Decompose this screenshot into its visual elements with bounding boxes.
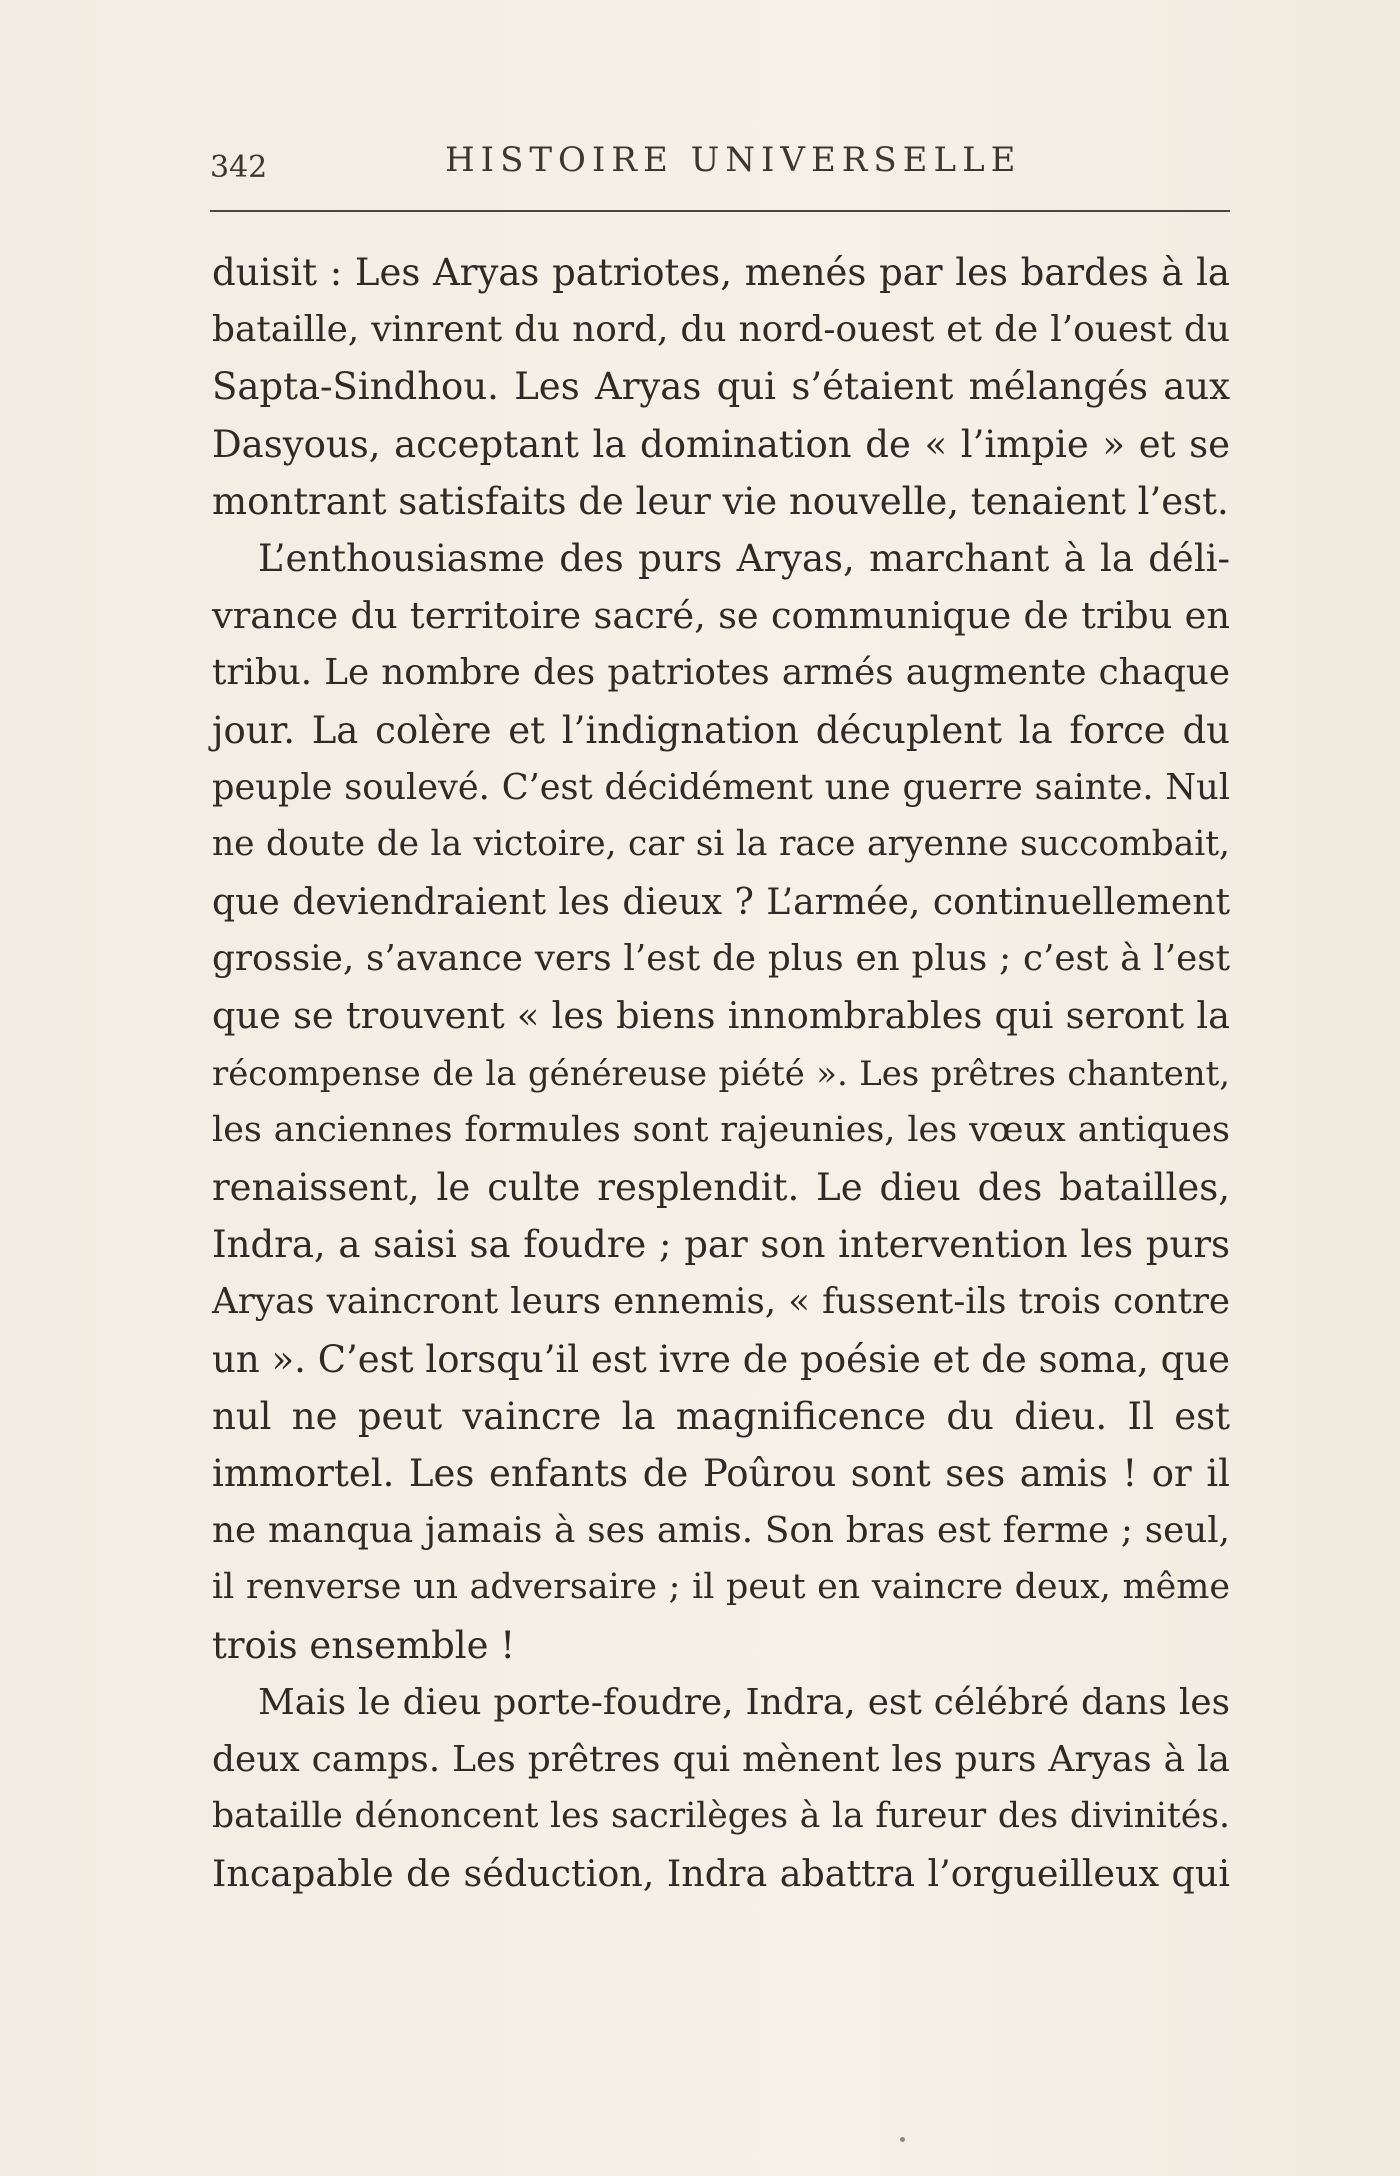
page-header <box>210 140 1230 200</box>
page-speck <box>900 2137 905 2142</box>
text-line: ne manqua jamais à ses amis. Son bras est ferme ; seul, <box>212 1510 1230 1552</box>
text-line: Aryas vaincront leurs ennemis, « fussent-ils trois contre <box>212 1281 1230 1323</box>
header-rule <box>210 210 1230 212</box>
text-line: un ». C’est lorsqu’il est ivre de poésie et de soma, que <box>212 1337 1230 1381</box>
text-line: bataille, vinrent du nord, du nord-ouest et de l’ouest du <box>212 309 1230 351</box>
text-line: bataille dénoncent les sacrilèges à la fureur des divinités. <box>212 1796 1230 1837</box>
text-line: les anciennes formules sont rajeunies, les vœux antiques <box>212 1109 1230 1150</box>
text-line: nul ne peut vaincre la magnificence du dieu. Il est <box>212 1394 1230 1438</box>
text-line: peuple soulevé. C’est décidément une guerre sainte. Nul <box>212 766 1230 808</box>
text-line: vrance du territoire sacré, se communique de tribu en <box>212 594 1230 638</box>
text-line: tribu. Le nombre des patriotes armés augmente chaque <box>212 652 1230 694</box>
text-line: Mais le dieu porte-foudre, Indra, est célébré dans les <box>258 1681 1230 1723</box>
text-line: duisit : Les Aryas patriotes, menés par les bardes à la <box>212 251 1230 294</box>
page-number: 342 <box>210 150 268 185</box>
text-line: Indra, a saisi sa foudre ; par son intervention les purs <box>212 1223 1230 1267</box>
running-title: HISTOIRE UNIVERSELLE <box>445 140 1022 180</box>
body-text <box>212 244 1230 1902</box>
text-line: jour. La colère et l’indignation décuplent la force du <box>212 708 1230 752</box>
text-line: grossie, s’avance vers l’est de plus en plus ; c’est à l’est <box>212 938 1230 980</box>
text-line: que deviendraient les dieux ? L’armée, continuellement <box>212 880 1230 924</box>
text-line: L’enthousiasme des purs Aryas, marchant à la déli- <box>258 536 1230 580</box>
text-line: montrant satisfaits de leur vie nouvelle, tenaient l’est. <box>212 479 1229 523</box>
text-line: immortel. Les enfants de Poûrou sont ses amis ! or il <box>212 1451 1230 1495</box>
text-line: Dasyous, acceptant la domination de « l’impie » et se <box>212 422 1230 466</box>
text-line: ne doute de la victoire, car si la race aryenne succombait, <box>212 823 1230 864</box>
text-line: renaissent, le culte resplendit. Le dieu des batailles, <box>212 1166 1230 1209</box>
text-line: il renverse un adversaire ; il peut en vaincre deux, même <box>212 1567 1230 1608</box>
text-line: deux camps. Les prêtres qui mènent les purs Aryas à la <box>212 1738 1230 1780</box>
text-line: que se trouvent « les biens innombrables qui seront la <box>212 994 1230 1038</box>
text-line: Incapable de séduction, Indra abattra l’orgueilleux qui <box>212 1852 1230 1896</box>
text-line: trois ensemble ! <box>212 1623 516 1667</box>
text-line: Sapta-Sindhou. Les Aryas qui s’étaient mélangés aux <box>212 365 1230 409</box>
text-line: récompense de la généreuse piété ». Les prêtres chantent, <box>212 1053 1230 1093</box>
